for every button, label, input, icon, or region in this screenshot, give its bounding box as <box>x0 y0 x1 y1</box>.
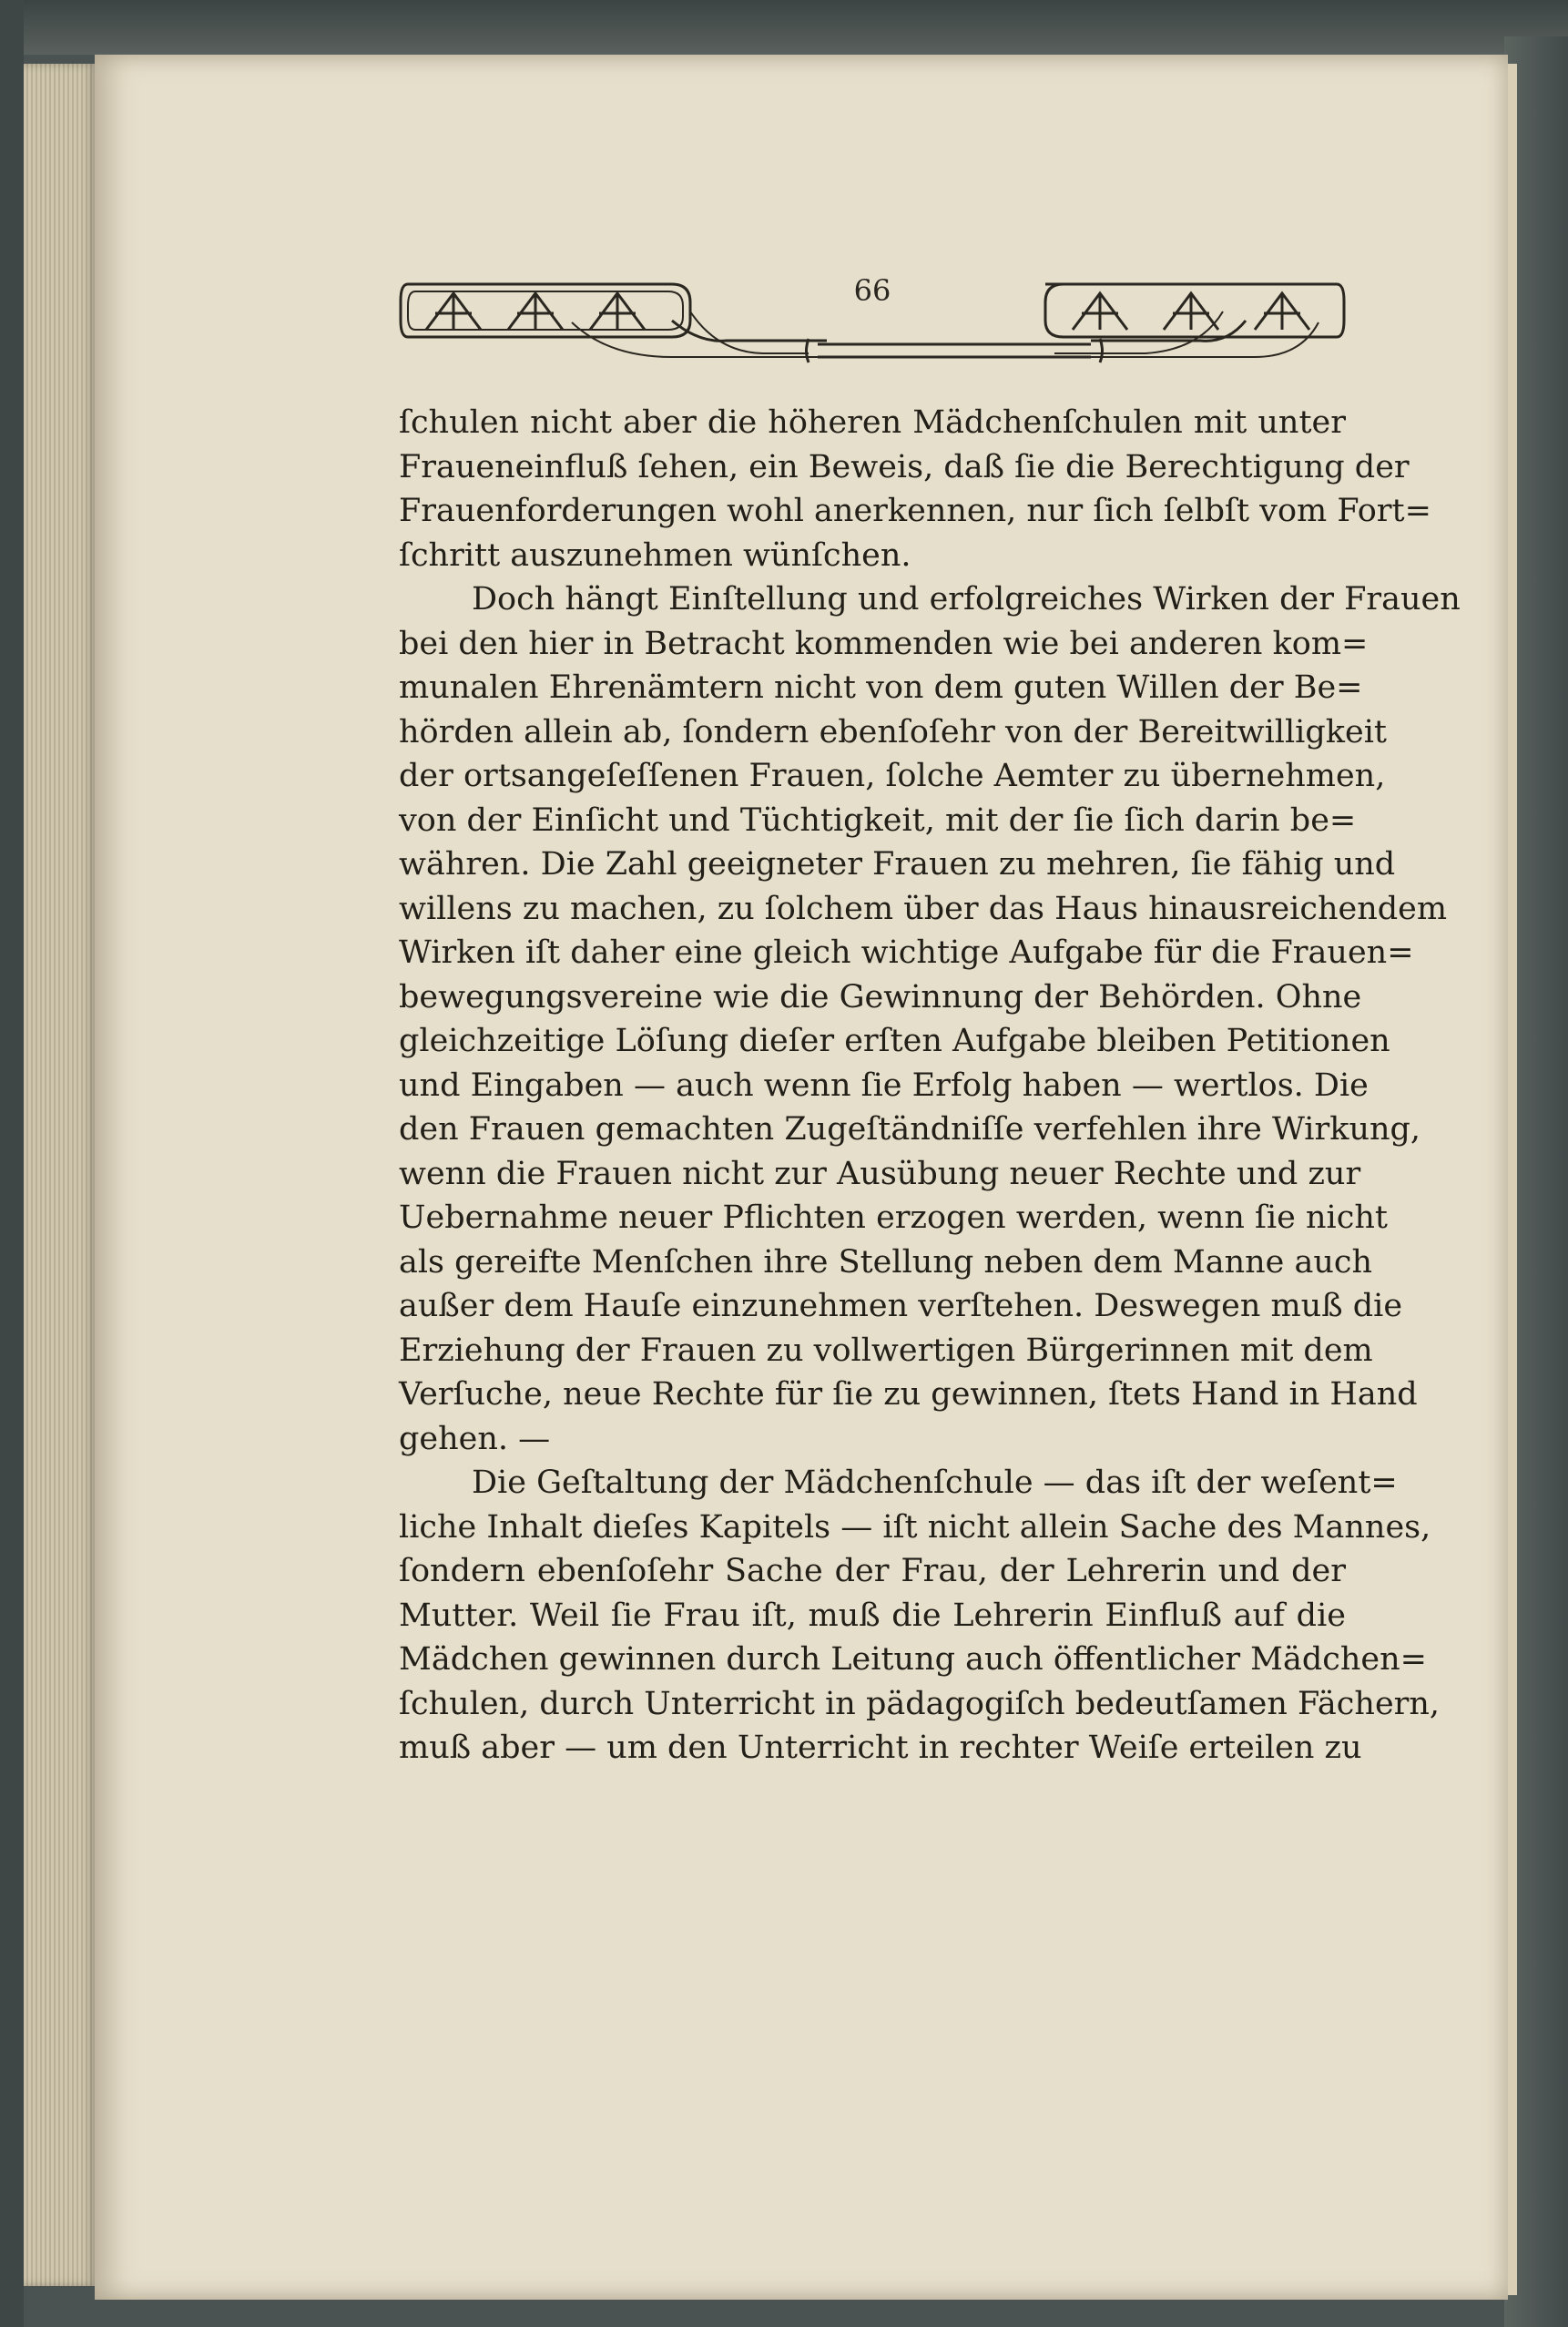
page-header <box>399 266 1346 366</box>
text-line: Mädchen gewinnen durch Leitung auch öffentlicher Mädchen= <box>399 1641 1428 1678</box>
body-text <box>399 401 1461 1771</box>
text-line: Erziehung der Frauen zu vollwertigen Bürgerinnen mit dem <box>399 1332 1373 1369</box>
book-cover-top <box>0 0 1568 55</box>
page-right-edge <box>1508 64 1517 2295</box>
text-line: von der Einſicht und Tüchtigkeit, mit der ſie ſich darin be= <box>399 801 1357 839</box>
text-line: außer dem Hauſe einzunehmen verſtehen. Deswegen muß die <box>399 1288 1403 1324</box>
text-line: ſchulen, durch Unterricht in pädagogiſch bedeutſamen Fächern, <box>399 1685 1441 1722</box>
text-line: ſchulen nicht aber die höheren Mädchenſchulen mit unter <box>399 404 1346 441</box>
text-line: Fraueneinfluß ſehen, ein Beweis, daß ſie die Berechtigung der <box>399 448 1410 485</box>
text-line: ſondern ebenſoſehr Sache der Frau, der Lehrerin und der <box>399 1553 1346 1589</box>
text-line: munalen Ehrenämtern nicht von dem guten Willen der Be= <box>399 669 1363 706</box>
text-line: ſchritt auszunehmen wünſchen. <box>399 536 911 574</box>
text-line: gleichzeitige Löſung dieſer erſten Aufgabe bleiben Petitionen <box>399 1023 1390 1059</box>
text-line: gehen. — <box>399 1420 551 1457</box>
text-line: Uebernahme neuer Pflichten erzogen werden, wenn ſie nicht <box>399 1199 1388 1236</box>
text-line: Doch hängt Einſtellung und erfolgreiches Wirken der Frauen <box>472 581 1461 617</box>
text-line: liche Inhalt dieſes Kapitels — iſt nicht allein Sache des Mannes, <box>399 1508 1431 1546</box>
text-line: Frauenforderungen wohl anerkennen, nur ſich ſelbſt vom Fort= <box>399 493 1431 529</box>
text-line: bei den hier in Betracht kommenden wie bei anderen kom= <box>399 625 1369 662</box>
text-line: der ortsangeſeſſenen Frauen, ſolche Aemter zu übernehmen, <box>399 758 1386 794</box>
text-line: Wirken iſt daher eine gleich wichtige Aufgabe für die Frauen= <box>399 934 1414 971</box>
text-line: willens zu machen, zu ſolchem über das Haus hinausreichendem <box>399 890 1448 927</box>
page-number: 66 <box>853 273 891 308</box>
text-line: als gereifte Menſchen ihre Stellung neben dem Manne auch <box>399 1243 1373 1281</box>
text-line: muß aber — um den Unterricht in rechter Weiſe erteilen zu <box>399 1730 1362 1766</box>
text-line: und Eingaben — auch wenn ſie Erfolg haben — wertlos. Die <box>399 1067 1369 1104</box>
page-edges <box>24 64 97 2286</box>
text-line: Die Geſtaltung der Mädchenſchule — das iſt der weſent= <box>472 1465 1398 1501</box>
text-line: Verſuche, neue Rechte für ſie zu gewinnen, ſtets Hand in Hand <box>399 1376 1418 1413</box>
text-line: Mutter. Weil ſie Frau iſt, muß die Lehrerin Einfluß auf die <box>399 1597 1346 1634</box>
text-line: bewegungsvereine wie die Gewinnung der Behörden. Ohne <box>399 978 1362 1016</box>
text-line: wenn die Frauen nicht zur Ausübung neuer Rechte und zur <box>399 1155 1361 1192</box>
text-line: hörden allein ab, ſondern ebenſoſehr von der Bereitwilligkeit <box>399 713 1387 750</box>
book-cover-left <box>0 0 24 2327</box>
text-line: währen. Die Zahl geeigneter Frauen zu mehren, ſie fähig und <box>399 846 1396 883</box>
text-line: den Frauen gemachten Zugeſtändniſſe verfehlen ihre Wirkung, <box>399 1111 1421 1148</box>
